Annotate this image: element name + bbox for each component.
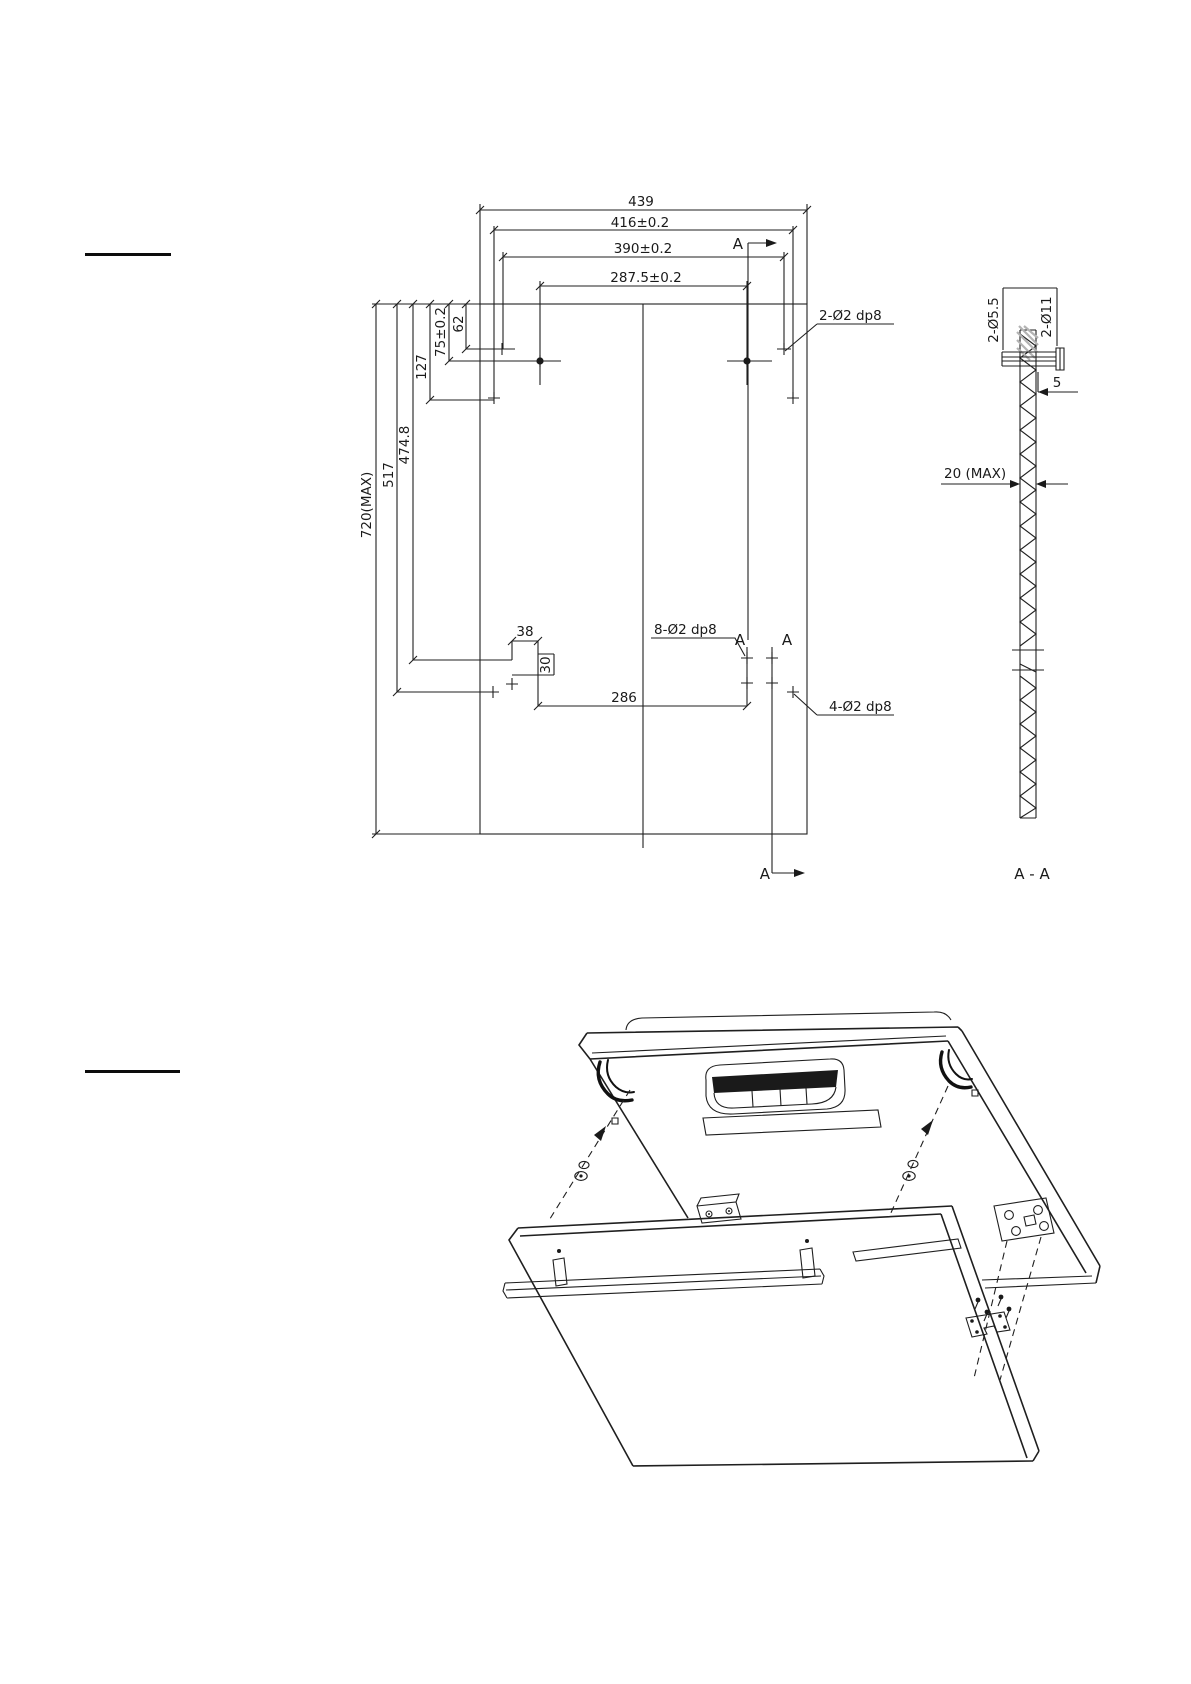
section-caption: A - A <box>1014 865 1050 883</box>
section-letter-mid-left: A <box>734 631 746 649</box>
fixing-screw-section <box>1002 348 1064 370</box>
dim-20max-label: 20 (MAX) <box>944 466 1007 482</box>
dim-286-label: 286 <box>611 690 637 706</box>
dimension-lines <box>372 204 811 838</box>
screw-arrow-left <box>594 1126 606 1141</box>
section-letter-mid-right: A <box>781 631 793 649</box>
mounting-rail <box>503 1269 824 1298</box>
dim-4748-label: 474.8 <box>397 425 413 465</box>
section-letter-bottom: A <box>759 865 770 883</box>
section-2-heading-rule <box>85 1070 180 1073</box>
lower-bracket <box>966 1312 1010 1337</box>
dim-127-label: 127 <box>414 354 430 380</box>
dim-517-label: 517 <box>381 462 397 488</box>
dim-439-label: 439 <box>628 194 654 210</box>
dim-390-label: 390±0.2 <box>613 241 673 257</box>
door-handle-recess <box>706 1059 845 1114</box>
dim-416-label: 416±0.2 <box>610 215 670 231</box>
dim-38-label: 38 <box>516 624 534 640</box>
dim-62-label: 62 <box>451 315 467 333</box>
dishwasher-door <box>579 1012 1100 1288</box>
callout-2xd2-label: 2-Ø2 dp8 <box>819 308 882 324</box>
plate-fixing-kit <box>966 1237 1041 1380</box>
callout-8xd2-label: 8-Ø2 dp8 <box>654 622 717 638</box>
drill-hole-right <box>743 357 750 364</box>
section-letter-top: A <box>732 235 743 253</box>
dim-30-label: 30 <box>538 656 554 674</box>
dim-75-label: 75±0.2 <box>433 307 449 357</box>
bracket-screws <box>975 1295 1011 1321</box>
dim-5-label: 5 <box>1052 375 1062 391</box>
section-cut-line <box>748 239 805 877</box>
callout-d55-label: 2-Ø5.5 <box>986 297 1002 343</box>
callout-d11-label: 2-Ø11 <box>1039 296 1055 338</box>
drilling-template-drawing <box>350 160 910 900</box>
section-1-heading-rule <box>85 253 171 256</box>
panel-outline <box>480 304 807 848</box>
panel-section-strip <box>1012 326 1044 818</box>
fixing-screws-right <box>890 1086 948 1215</box>
dim-287-label: 287.5±0.2 <box>610 270 682 286</box>
pilot-hole-marks <box>612 1090 978 1124</box>
drill-hole-left <box>536 357 543 364</box>
furniture-panel <box>503 1194 1039 1466</box>
fixing-screws-left <box>548 1090 630 1222</box>
callout-4xd2-label: 4-Ø2 dp8 <box>829 699 892 715</box>
panel-slot-outline <box>853 1239 961 1261</box>
section-aa-drawing <box>920 230 1110 900</box>
dim-720-label: 720(MAX) <box>359 471 375 539</box>
door-panel-assembly-drawing <box>490 990 1191 1520</box>
screw-arrow-right <box>921 1120 933 1135</box>
